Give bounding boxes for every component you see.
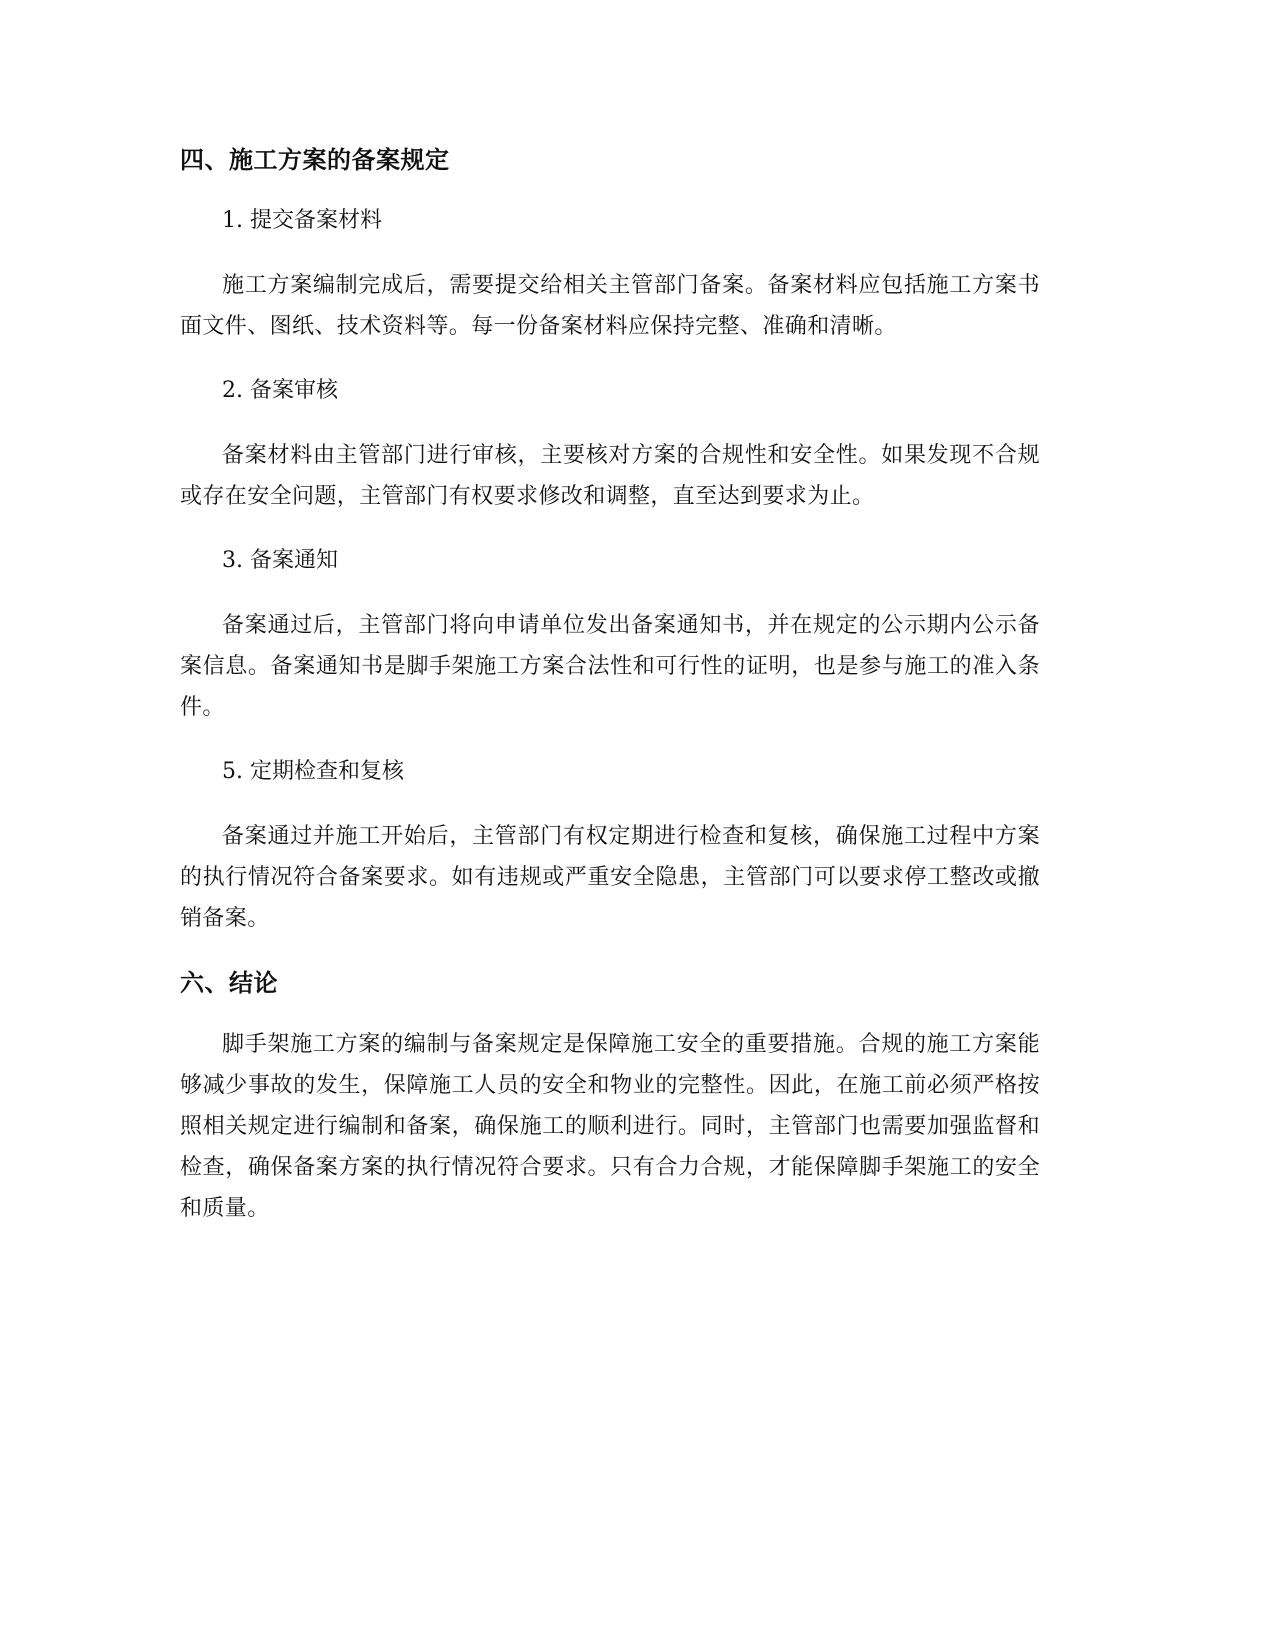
item-title-periodic-inspection: 5. 定期检查和复核 <box>222 759 404 784</box>
section-heading-filing-rules: 四、施工方案的备案规定 <box>180 146 450 174</box>
item-text-periodic-inspection: 备案通过并施工开始后，主管部门有权定期进行检查和复核，确保施工过程中方案的执行情况符合备案要求。如有违规或严重安全隐患，主管部门可以要求停工整改或撤销备案。 <box>180 824 1040 931</box>
item-text-notification: 备案通过后，主管部门将向申请单位发出备案通知书，并在规定的公示期内公示备案信息。备案通知书是脚手架施工方案合法性和可行性的证明，也是参与施工的准入条件。 <box>180 613 1040 720</box>
section-heading-conclusion: 六、结论 <box>180 969 278 997</box>
document-page <box>180 140 1040 1253</box>
item-title-review: 2. 备案审核 <box>222 378 338 403</box>
item-title-notification: 3. 备案通知 <box>222 548 338 573</box>
item-text-submit-materials: 施工方案编制完成后，需要提交给相关主管部门备案。备案材料应包括施工方案书面文件、图纸、技术资料等。每一份备案材料应保持完整、准确和清晰。 <box>180 273 1040 339</box>
item-text-review: 备案材料由主管部门进行审核，主要核对方案的合规性和安全性。如果发现不合规或存在安全问题，主管部门有权要求修改和调整，直至达到要求为止。 <box>180 443 1040 509</box>
conclusion-text: 脚手架施工方案的编制与备案规定是保障施工安全的重要措施。合规的施工方案能够减少事故的发生，保障施工人员的安全和物业的完整性。因此，在施工前必须严格按照相关规定进行编制和备案，确保施工的顺利进行。同时，主管部门也需要加强监督和检查，确保备案方案的执行情况符合要求。只有合力合规，才能保障脚手架施工的安全和质量。 <box>180 1032 1040 1221</box>
item-title-submit-materials: 1. 提交备案材料 <box>222 208 382 233</box>
